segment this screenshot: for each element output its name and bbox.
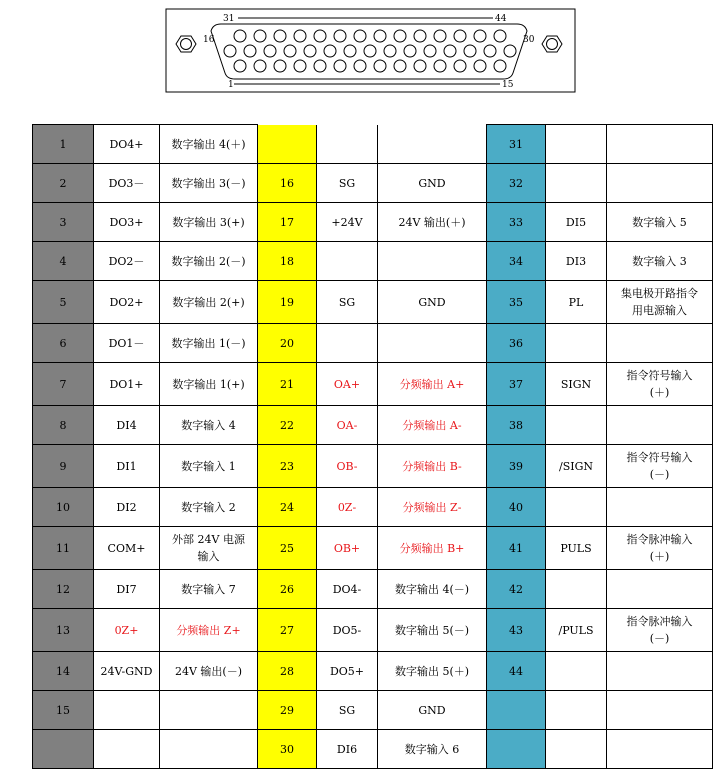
signal-description: 数字输出 1(+) bbox=[160, 363, 258, 406]
pin-number: 22 bbox=[258, 406, 317, 445]
signal-name: DO5+ bbox=[317, 652, 378, 691]
pin-hole bbox=[454, 30, 466, 42]
pin-number: 18 bbox=[258, 242, 317, 281]
pin-hole bbox=[494, 30, 506, 42]
signal-name bbox=[546, 730, 607, 769]
pin-hole bbox=[284, 45, 296, 57]
signal-name bbox=[546, 488, 607, 527]
pin-hole bbox=[304, 45, 316, 57]
signal-description bbox=[607, 488, 713, 527]
signal-description: 数字输入 4 bbox=[160, 406, 258, 445]
signal-name bbox=[317, 324, 378, 363]
pin-number: 37 bbox=[487, 363, 546, 406]
table-row bbox=[33, 406, 713, 445]
table-row bbox=[33, 242, 713, 281]
pin-hole bbox=[264, 45, 276, 57]
pin-hole bbox=[414, 30, 426, 42]
pin-hole bbox=[374, 30, 386, 42]
signal-description: 数字输入 2 bbox=[160, 488, 258, 527]
pin-label-1: 1 bbox=[228, 80, 234, 90]
table-row bbox=[33, 488, 713, 527]
signal-name bbox=[546, 652, 607, 691]
signal-description: 集电极开路指令 用电源输入 bbox=[607, 281, 713, 324]
table-row bbox=[33, 363, 713, 406]
pin-number: 10 bbox=[33, 488, 94, 527]
pin-number: 39 bbox=[487, 445, 546, 488]
table-row bbox=[33, 652, 713, 691]
signal-description bbox=[378, 324, 487, 363]
signal-name: SIGN bbox=[546, 363, 607, 406]
pin-hole bbox=[234, 60, 246, 72]
pin-label-16: 16 bbox=[203, 35, 215, 45]
pin-number: 13 bbox=[33, 609, 94, 652]
signal-name: DI3 bbox=[546, 242, 607, 281]
signal-name: PULS bbox=[546, 527, 607, 570]
signal-name: DO4- bbox=[317, 570, 378, 609]
pin-number: 14 bbox=[33, 652, 94, 691]
signal-description: 数字输出 5(－) bbox=[378, 609, 487, 652]
signal-description: 分频输出 Z+ bbox=[160, 609, 258, 652]
pin-hole bbox=[394, 30, 406, 42]
pin-hole bbox=[334, 30, 346, 42]
pin-label-15: 15 bbox=[502, 80, 514, 90]
pin-number: 28 bbox=[258, 652, 317, 691]
signal-name: COM+ bbox=[94, 527, 160, 570]
signal-name bbox=[317, 242, 378, 281]
signal-description bbox=[607, 406, 713, 445]
signal-name: +24V bbox=[317, 203, 378, 242]
pin-number: 25 bbox=[258, 527, 317, 570]
pin-hole bbox=[424, 45, 436, 57]
signal-description: 数字输入 5 bbox=[607, 203, 713, 242]
pin-number: 23 bbox=[258, 445, 317, 488]
pin-number: 27 bbox=[258, 609, 317, 652]
signal-name bbox=[546, 570, 607, 609]
signal-description: 数字输出 5(＋) bbox=[378, 652, 487, 691]
pin-hole bbox=[294, 60, 306, 72]
signal-name bbox=[94, 730, 160, 769]
pin-number: 30 bbox=[258, 730, 317, 769]
signal-name: PL bbox=[546, 281, 607, 324]
signal-description: 数字输入 3 bbox=[607, 242, 713, 281]
pin-number: 11 bbox=[33, 527, 94, 570]
table-row bbox=[33, 125, 713, 164]
signal-name: 0Z+ bbox=[94, 609, 160, 652]
pin-hole bbox=[474, 30, 486, 42]
pin-label-31: 31 bbox=[223, 14, 235, 24]
pin-hole bbox=[254, 30, 266, 42]
pin-hole bbox=[244, 45, 256, 57]
pin-hole bbox=[294, 30, 306, 42]
pin-hole bbox=[444, 45, 456, 57]
signal-description: 24V 输出(＋) bbox=[378, 203, 487, 242]
signal-name: DO1+ bbox=[94, 363, 160, 406]
pin-hole bbox=[324, 45, 336, 57]
signal-name: DI1 bbox=[94, 445, 160, 488]
signal-name: DO1－ bbox=[94, 324, 160, 363]
signal-description: 分频输出 Z- bbox=[378, 488, 487, 527]
pin-number: 29 bbox=[258, 691, 317, 730]
pin-number: 4 bbox=[33, 242, 94, 281]
pin-number: 19 bbox=[258, 281, 317, 324]
pin-hole bbox=[314, 30, 326, 42]
pin-hole bbox=[454, 60, 466, 72]
signal-description: GND bbox=[378, 691, 487, 730]
signal-description bbox=[607, 652, 713, 691]
table-row bbox=[33, 324, 713, 363]
signal-name: DO3+ bbox=[94, 203, 160, 242]
signal-description: 指令脉冲输入 (＋) bbox=[607, 527, 713, 570]
pin-hole bbox=[224, 45, 236, 57]
pin-hole bbox=[274, 60, 286, 72]
pin-hole bbox=[354, 60, 366, 72]
pin-hole bbox=[504, 45, 516, 57]
signal-description: 外部 24V 电源 输入 bbox=[160, 527, 258, 570]
signal-description bbox=[378, 125, 487, 164]
pin-number bbox=[487, 691, 546, 730]
signal-name: DO2+ bbox=[94, 281, 160, 324]
pin-number: 17 bbox=[258, 203, 317, 242]
pin-number: 6 bbox=[33, 324, 94, 363]
pin-assignment-table bbox=[32, 124, 713, 769]
pin-hole bbox=[464, 45, 476, 57]
pin-hole bbox=[234, 30, 246, 42]
pin-number: 42 bbox=[487, 570, 546, 609]
signal-name: OA- bbox=[317, 406, 378, 445]
mounting-hole-left bbox=[176, 36, 196, 52]
pin-hole bbox=[274, 30, 286, 42]
pin-hole bbox=[374, 60, 386, 72]
connector-diagram bbox=[0, 0, 721, 120]
pin-number: 15 bbox=[33, 691, 94, 730]
signal-name: DI6 bbox=[317, 730, 378, 769]
signal-name bbox=[317, 125, 378, 164]
signal-description: 数字输出 3(－) bbox=[160, 164, 258, 203]
signal-description: GND bbox=[378, 281, 487, 324]
signal-description: 数字输入 1 bbox=[160, 445, 258, 488]
table-row bbox=[33, 527, 713, 570]
signal-name: /SIGN bbox=[546, 445, 607, 488]
pin-hole bbox=[354, 30, 366, 42]
signal-description: 指令符号输入 (＋) bbox=[607, 363, 713, 406]
pin-number: 41 bbox=[487, 527, 546, 570]
pin-label-30: 30 bbox=[523, 35, 535, 45]
signal-name: DI4 bbox=[94, 406, 160, 445]
pin-number: 3 bbox=[33, 203, 94, 242]
pin-number bbox=[258, 125, 317, 164]
signal-name: DI5 bbox=[546, 203, 607, 242]
signal-description: 数字输入 7 bbox=[160, 570, 258, 609]
signal-description bbox=[160, 691, 258, 730]
pin-hole bbox=[384, 45, 396, 57]
signal-name: 24V-GND bbox=[94, 652, 160, 691]
table-row bbox=[33, 203, 713, 242]
mounting-hole-right bbox=[542, 36, 562, 52]
signal-description: 分频输出 A- bbox=[378, 406, 487, 445]
signal-name bbox=[546, 406, 607, 445]
signal-description: 指令符号输入 (－) bbox=[607, 445, 713, 488]
pin-number: 24 bbox=[258, 488, 317, 527]
pin-label-44: 44 bbox=[495, 14, 507, 24]
table-row bbox=[33, 445, 713, 488]
pin-hole bbox=[254, 60, 266, 72]
pin-hole bbox=[344, 45, 356, 57]
signal-description: 数字输入 6 bbox=[378, 730, 487, 769]
pin-number: 12 bbox=[33, 570, 94, 609]
signal-description bbox=[378, 242, 487, 281]
pin-hole bbox=[434, 60, 446, 72]
signal-description bbox=[607, 730, 713, 769]
pin-hole bbox=[314, 60, 326, 72]
signal-name: DI2 bbox=[94, 488, 160, 527]
table-row bbox=[33, 609, 713, 652]
signal-name: SG bbox=[317, 691, 378, 730]
signal-name bbox=[546, 125, 607, 164]
pin-number: 9 bbox=[33, 445, 94, 488]
signal-name: OB- bbox=[317, 445, 378, 488]
signal-name: 0Z- bbox=[317, 488, 378, 527]
signal-description bbox=[607, 691, 713, 730]
pin-number: 35 bbox=[487, 281, 546, 324]
pin-number: 36 bbox=[487, 324, 546, 363]
signal-name: SG bbox=[317, 281, 378, 324]
signal-description bbox=[160, 730, 258, 769]
pin-number: 44 bbox=[487, 652, 546, 691]
signal-description: 分频输出 B- bbox=[378, 445, 487, 488]
signal-name bbox=[94, 691, 160, 730]
signal-name bbox=[546, 324, 607, 363]
signal-description: 分频输出 B+ bbox=[378, 527, 487, 570]
pin-number: 34 bbox=[487, 242, 546, 281]
signal-name: DO5- bbox=[317, 609, 378, 652]
signal-description: 数字输出 4(－) bbox=[378, 570, 487, 609]
pin-number: 33 bbox=[487, 203, 546, 242]
pin-number: 40 bbox=[487, 488, 546, 527]
signal-description: 数字输出 3(+) bbox=[160, 203, 258, 242]
signal-description bbox=[607, 324, 713, 363]
signal-description: 数字输出 2(－) bbox=[160, 242, 258, 281]
signal-description bbox=[607, 570, 713, 609]
pin-number: 32 bbox=[487, 164, 546, 203]
pin-hole bbox=[394, 60, 406, 72]
table-row bbox=[33, 730, 713, 769]
pin-number: 21 bbox=[258, 363, 317, 406]
signal-name: DO3－ bbox=[94, 164, 160, 203]
pin-number: 5 bbox=[33, 281, 94, 324]
pin-number bbox=[33, 730, 94, 769]
signal-description: 指令脉冲输入 (－) bbox=[607, 609, 713, 652]
signal-name: DO4+ bbox=[94, 125, 160, 164]
connector-shell bbox=[211, 24, 527, 79]
pin-hole bbox=[334, 60, 346, 72]
pin-number: 38 bbox=[487, 406, 546, 445]
signal-description: GND bbox=[378, 164, 487, 203]
pin-hole bbox=[364, 45, 376, 57]
pin-number: 7 bbox=[33, 363, 94, 406]
pin-number: 1 bbox=[33, 125, 94, 164]
table-row bbox=[33, 281, 713, 324]
signal-name: DI7 bbox=[94, 570, 160, 609]
signal-description: 数字输出 1(－) bbox=[160, 324, 258, 363]
signal-name bbox=[546, 164, 607, 203]
table-row bbox=[33, 570, 713, 609]
pin-hole bbox=[404, 45, 416, 57]
pin-number bbox=[487, 730, 546, 769]
pin-number: 8 bbox=[33, 406, 94, 445]
signal-name: /PULS bbox=[546, 609, 607, 652]
signal-description: 数字输出 2(+) bbox=[160, 281, 258, 324]
pin-hole bbox=[474, 60, 486, 72]
pin-hole bbox=[484, 45, 496, 57]
signal-description: 分频输出 A+ bbox=[378, 363, 487, 406]
signal-name: OA+ bbox=[317, 363, 378, 406]
signal-description: 24V 输出(－) bbox=[160, 652, 258, 691]
pin-number: 43 bbox=[487, 609, 546, 652]
signal-description bbox=[607, 125, 713, 164]
pin-hole bbox=[434, 30, 446, 42]
pin-number: 20 bbox=[258, 324, 317, 363]
signal-name: DO2－ bbox=[94, 242, 160, 281]
signal-name: OB+ bbox=[317, 527, 378, 570]
table-row bbox=[33, 164, 713, 203]
signal-name bbox=[546, 691, 607, 730]
pin-number: 16 bbox=[258, 164, 317, 203]
pin-number: 2 bbox=[33, 164, 94, 203]
pin-number: 26 bbox=[258, 570, 317, 609]
table-row bbox=[33, 691, 713, 730]
signal-description: 数字输出 4(＋) bbox=[160, 125, 258, 164]
signal-description bbox=[607, 164, 713, 203]
pin-hole bbox=[494, 60, 506, 72]
pin-hole bbox=[414, 60, 426, 72]
pin-number: 31 bbox=[487, 125, 546, 164]
connector-pins bbox=[224, 30, 516, 72]
signal-name: SG bbox=[317, 164, 378, 203]
